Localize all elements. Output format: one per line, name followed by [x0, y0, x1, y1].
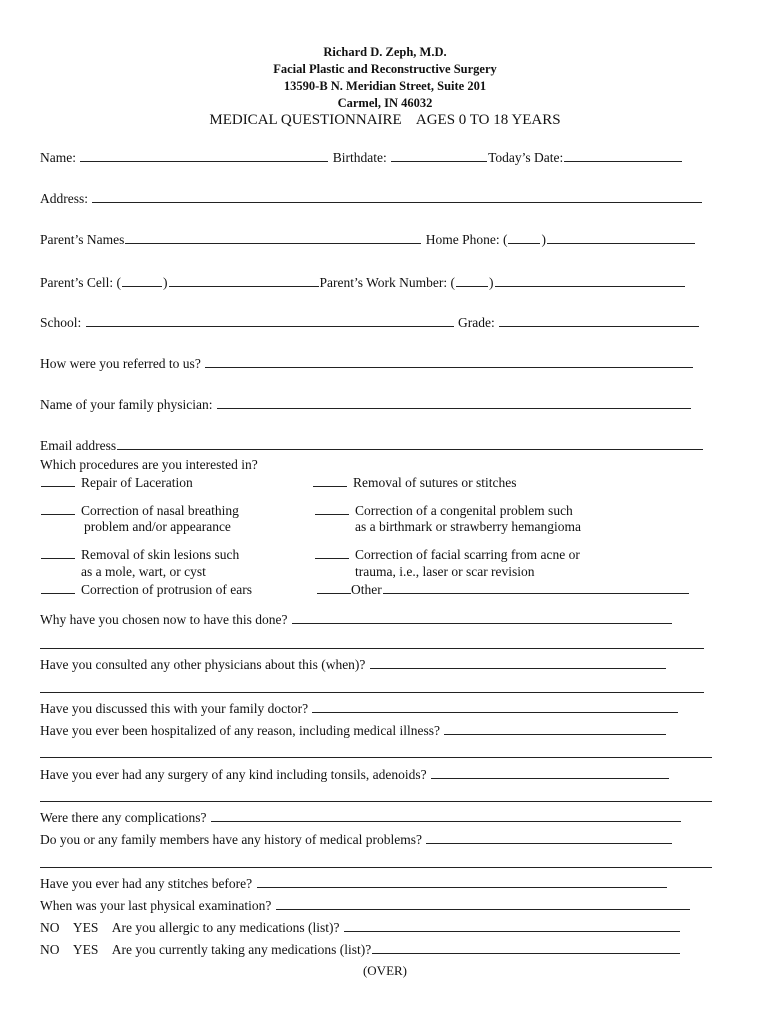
hospitalized-field[interactable]: [444, 721, 666, 735]
stitches-field[interactable]: [257, 874, 667, 888]
grade-label: Grade:: [458, 315, 495, 330]
lesions-label: Removal of skin lesions such: [81, 547, 240, 562]
parents-names-field[interactable]: [125, 230, 421, 244]
procedure-scarring: [314, 545, 580, 563]
family-history-field[interactable]: [426, 830, 672, 844]
name-row: [40, 148, 683, 166]
home-phone-area-field[interactable]: [508, 230, 540, 244]
paren-close: ): [541, 232, 546, 247]
physical-label: When was your last physical examination?: [40, 898, 272, 913]
allergic-field[interactable]: [344, 918, 680, 932]
scarring-label: Correction of facial scarring from acne or: [355, 547, 580, 562]
hospitalized-row: [40, 721, 667, 739]
why-now-field-line2[interactable]: [40, 648, 704, 649]
procedure-sutures: [312, 473, 516, 491]
sutures-checkbox[interactable]: [313, 473, 347, 487]
scarring-label-line2: trauma, i.e., laser or scar revision: [355, 564, 535, 579]
allergic-no-option[interactable]: NO: [40, 920, 60, 935]
stitches-row: [40, 874, 668, 892]
physical-field[interactable]: [276, 896, 690, 910]
family-history-row: [40, 830, 673, 848]
parent-phone-row: [40, 273, 686, 291]
paren-close: ): [163, 275, 168, 290]
procedure-nasal: [40, 501, 239, 519]
parents-work-label: Parent’s Work Number: (: [319, 275, 456, 290]
surgery-field-line2[interactable]: [40, 801, 712, 802]
family-physician-label: Name of your family physician:: [40, 397, 213, 412]
over-notice: (OVER): [362, 963, 408, 978]
surgery-field[interactable]: [431, 765, 669, 779]
school-row: [40, 313, 700, 331]
todays-date-field[interactable]: [564, 148, 682, 162]
parents-cell-label: Parent’s Cell: (: [40, 275, 121, 290]
congenital-label: Correction of a congenital problem such: [355, 503, 573, 518]
family-history-label: Do you or any family members have any history of medical problems?: [40, 832, 423, 847]
medications-field[interactable]: [372, 940, 680, 954]
hospitalized-field-line2[interactable]: [40, 757, 712, 758]
referred-label: How were you referred to us?: [40, 356, 201, 371]
address-label: Address:: [40, 191, 88, 206]
procedure-congenital: [314, 501, 573, 519]
laceration-checkbox[interactable]: [41, 473, 75, 487]
surgery-label: Have you ever had any surgery of any kind including tonsils, adenoids?: [40, 767, 427, 782]
lesions-label-line2: as a mole, wart, or cyst: [81, 564, 206, 579]
procedure-other: [316, 580, 689, 598]
email-label: Email address: [40, 438, 117, 453]
consulted-field-line2[interactable]: [40, 692, 704, 693]
paren-close: ): [489, 275, 494, 290]
grade-field[interactable]: [499, 313, 699, 327]
nasal-label: Correction of nasal breathing: [81, 503, 239, 518]
home-phone-field[interactable]: [547, 230, 695, 244]
city-address: Carmel, IN 46032: [337, 96, 433, 110]
parents-work-area-field[interactable]: [456, 273, 488, 287]
consulted-row: [40, 655, 667, 673]
family-physician-row: [40, 395, 692, 413]
parents-cell-area-field[interactable]: [122, 273, 162, 287]
address-field[interactable]: [92, 189, 702, 203]
physical-row: [40, 896, 691, 914]
address-row: [40, 189, 703, 207]
other-label: Other: [351, 582, 382, 597]
school-field[interactable]: [86, 313, 454, 327]
procedures-question: Which procedures are you interested in?: [40, 457, 258, 472]
allergic-yes-option[interactable]: YES: [72, 920, 99, 935]
complications-row: [40, 808, 682, 826]
complications-field[interactable]: [211, 808, 681, 822]
todays-date-label: Today’s Date:: [488, 150, 564, 165]
hospitalized-label: Have you ever been hospitalized of any reason, including medical illness?: [40, 723, 440, 738]
email-row: [40, 436, 704, 454]
nasal-checkbox[interactable]: [41, 501, 75, 515]
congenital-checkbox[interactable]: [315, 501, 349, 515]
medications-yes-option[interactable]: YES: [72, 942, 99, 957]
family-physician-field[interactable]: [217, 395, 691, 409]
allergic-label: Are you allergic to any medications (list)?: [111, 920, 340, 935]
lesions-checkbox[interactable]: [41, 545, 75, 559]
sutures-label: Removal of sutures or stitches: [353, 475, 517, 490]
parents-cell-field[interactable]: [169, 273, 319, 287]
family-history-field-line2[interactable]: [40, 867, 712, 868]
specialty: Facial Plastic and Reconstructive Surgery: [273, 62, 497, 76]
laceration-label: Repair of Laceration: [81, 475, 193, 490]
referred-row: [40, 354, 694, 372]
procedure-lesions: [40, 545, 239, 563]
why-now-row: [40, 610, 673, 628]
medications-row: [40, 940, 681, 958]
birthdate-field[interactable]: [391, 148, 487, 162]
medications-label: Are you currently taking any medications (list)?: [111, 942, 372, 957]
procedure-laceration: [40, 473, 193, 491]
street-address: 13590-B N. Meridian Street, Suite 201: [283, 79, 487, 93]
surgery-row: [40, 765, 670, 783]
why-now-label: Why have you chosen now to have this done?: [40, 612, 288, 627]
procedure-ears: [40, 580, 252, 598]
form-title: MEDICAL QUESTIONNAIRE AGES 0 TO 18 YEARS: [209, 112, 561, 128]
nasal-label-line2: problem and/or appearance: [84, 519, 231, 534]
consulted-label: Have you consulted any other physicians about this (when)?: [40, 657, 366, 672]
parents-row: [40, 230, 696, 248]
referred-field[interactable]: [205, 354, 693, 368]
complications-label: Were there any complications?: [40, 810, 207, 825]
why-now-field[interactable]: [292, 610, 672, 624]
discussed-label: Have you discussed this with your family doctor?: [40, 701, 309, 716]
other-field[interactable]: [383, 580, 689, 594]
consulted-field[interactable]: [370, 655, 666, 669]
birthdate-label: Birthdate:: [332, 150, 387, 165]
home-phone-label: Home Phone: (: [425, 232, 508, 247]
email-field[interactable]: [117, 436, 703, 450]
scarring-checkbox[interactable]: [315, 545, 349, 559]
discussed-row: [40, 699, 679, 717]
other-checkbox[interactable]: [317, 580, 351, 594]
allergic-row: [40, 918, 681, 936]
congenital-label-line2: as a birthmark or strawberry hemangioma: [355, 519, 582, 534]
discussed-field[interactable]: [312, 699, 678, 713]
ears-label: Correction of protrusion of ears: [81, 582, 252, 597]
parents-work-field[interactable]: [495, 273, 685, 287]
school-label: School:: [40, 315, 82, 330]
medications-no-option[interactable]: NO: [40, 942, 60, 957]
doctor-name: Richard D. Zeph, M.D.: [323, 45, 447, 59]
parents-names-label: Parent’s Names: [40, 232, 125, 247]
name-label: Name:: [40, 150, 76, 165]
ears-checkbox[interactable]: [41, 580, 75, 594]
name-field[interactable]: [80, 148, 328, 162]
stitches-label: Have you ever had any stitches before?: [40, 876, 253, 891]
